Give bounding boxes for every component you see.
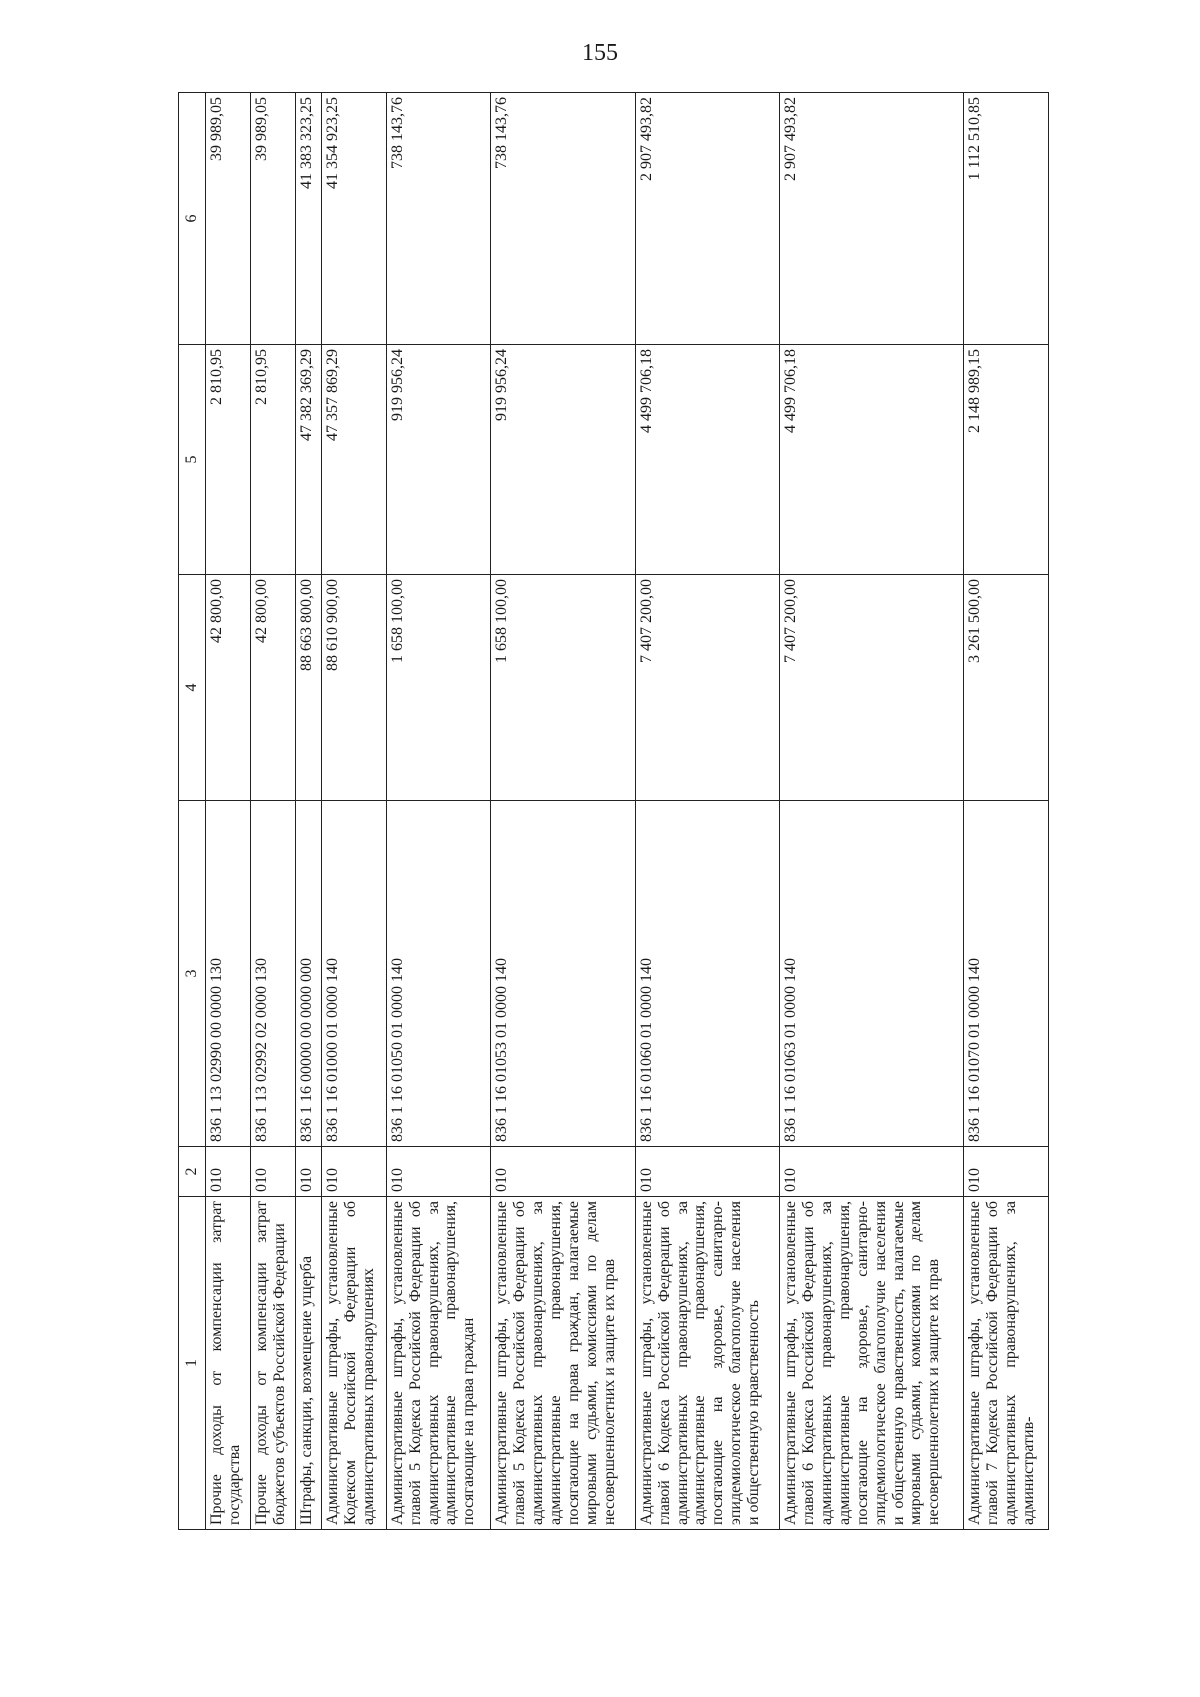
row-budget-code: 836 1 13 02992 02 0000 130 bbox=[251, 801, 296, 1147]
row-budget-code: 836 1 16 01050 01 0000 140 bbox=[386, 801, 491, 1147]
row-value-col5: 47 382 369,29 bbox=[296, 345, 321, 575]
row-value-col4: 3 261 500,00 bbox=[964, 575, 1049, 801]
row-value-col6: 738 143,76 bbox=[491, 93, 635, 345]
row-budget-code: 836 1 16 01053 01 0000 140 bbox=[491, 801, 635, 1147]
table-row bbox=[964, 93, 1049, 1530]
row-value-col5: 2 148 989,15 bbox=[964, 345, 1049, 575]
row-line-code: 010 bbox=[780, 1147, 964, 1197]
column-header: 4 bbox=[179, 575, 206, 801]
table-row bbox=[321, 93, 386, 1530]
row-description: Прочие доходы от компенсации затрат государства bbox=[206, 1197, 251, 1530]
column-header: 2 bbox=[179, 1147, 206, 1197]
row-budget-code: 836 1 16 01000 01 0000 140 bbox=[321, 801, 386, 1147]
row-value-col6: 41 354 923,25 bbox=[321, 93, 386, 345]
table-row bbox=[635, 93, 779, 1530]
row-value-col5: 2 810,95 bbox=[206, 345, 251, 575]
row-value-col4: 7 407 200,00 bbox=[635, 575, 779, 801]
row-value-col4: 1 658 100,00 bbox=[491, 575, 635, 801]
row-value-col6: 1 112 510,85 bbox=[964, 93, 1049, 345]
table-row bbox=[780, 93, 964, 1530]
header-row bbox=[179, 93, 206, 1530]
row-value-col4: 42 800,00 bbox=[251, 575, 296, 801]
row-value-col6: 2 907 493,82 bbox=[780, 93, 964, 345]
row-value-col5: 4 499 706,18 bbox=[780, 345, 964, 575]
row-value-col5: 919 956,24 bbox=[386, 345, 491, 575]
column-header: 6 bbox=[179, 93, 206, 345]
row-value-col6: 39 989,05 bbox=[206, 93, 251, 345]
row-line-code: 010 bbox=[296, 1147, 321, 1197]
row-value-col5: 4 499 706,18 bbox=[635, 345, 779, 575]
row-line-code: 010 bbox=[251, 1147, 296, 1197]
row-line-code: 010 bbox=[206, 1147, 251, 1197]
table-row bbox=[491, 93, 635, 1530]
row-description: Штрафы, санкции, возмещение ущерба bbox=[296, 1197, 321, 1530]
row-value-col4: 88 610 900,00 bbox=[321, 575, 386, 801]
row-value-col6: 738 143,76 bbox=[386, 93, 491, 345]
report-table bbox=[178, 92, 1049, 1530]
row-budget-code: 836 1 16 01070 01 0000 140 bbox=[964, 801, 1049, 1147]
row-description: Прочие доходы от компенсации затрат бюджетов субъектов Российской Федерации bbox=[251, 1197, 296, 1530]
table-row bbox=[386, 93, 491, 1530]
row-value-col5: 919 956,24 bbox=[491, 345, 635, 575]
row-value-col4: 42 800,00 bbox=[206, 575, 251, 801]
row-value-col6: 39 989,05 bbox=[251, 93, 296, 345]
row-description: Административные штрафы, установленные главой 5 Кодекса Российской Федерации об административных правонарушениях, за административные правонарушения, посягающие на права граждан bbox=[386, 1197, 491, 1530]
row-value-col4: 88 663 800,00 bbox=[296, 575, 321, 801]
row-description: Административные штрафы, установленные главой 7 Кодекса Российской Федерации об административных правонарушениях, за административ- bbox=[964, 1197, 1049, 1530]
report-table-rotated bbox=[178, 93, 1049, 1530]
row-value-col5: 2 810,95 bbox=[251, 345, 296, 575]
row-description: Административные штрафы, установленные главой 6 Кодекса Российской Федерации об административных правонарушениях, за административные правонарушения, посягающие на здоровье, санитарно-эпидемиологическое благополучие населения и общественную нравственность, налагаемые мировыми судьями, комиссиями по делам несовершеннолетних и защите их прав bbox=[780, 1197, 964, 1530]
row-value-col6: 41 383 323,25 bbox=[296, 93, 321, 345]
row-line-code: 010 bbox=[964, 1147, 1049, 1197]
row-line-code: 010 bbox=[321, 1147, 386, 1197]
table-row bbox=[251, 93, 296, 1530]
table-row bbox=[296, 93, 321, 1530]
row-value-col4: 1 658 100,00 bbox=[386, 575, 491, 801]
table-row bbox=[206, 93, 251, 1530]
row-description: Административные штрафы, установленные главой 6 Кодекса Российской Федерации об административных правонарушениях, за административные правонарушения, посягающие на здоровье, санитарно-эпидемиологическое благополучие населения и общественную нравственность bbox=[635, 1197, 779, 1530]
row-value-col5: 47 357 869,29 bbox=[321, 345, 386, 575]
column-header: 1 bbox=[179, 1197, 206, 1530]
column-header: 5 bbox=[179, 345, 206, 575]
row-value-col6: 2 907 493,82 bbox=[635, 93, 779, 345]
row-description: Административные штрафы, установленные главой 5 Кодекса Российской Федерации об административных правонарушениях, за административные правонарушения, посягающие на права граждан, налагаемые мировыми судьями, комиссиями по делам несовершеннолетних и защите их прав bbox=[491, 1197, 635, 1530]
row-budget-code: 836 1 16 00000 00 0000 000 bbox=[296, 801, 321, 1147]
row-description: Административные штрафы, установленные Кодексом Российской Федерации об административных правонарушениях bbox=[321, 1197, 386, 1530]
row-budget-code: 836 1 16 01063 01 0000 140 bbox=[780, 801, 964, 1147]
page-number: 155 bbox=[582, 40, 618, 66]
row-budget-code: 836 1 16 01060 01 0000 140 bbox=[635, 801, 779, 1147]
column-header: 3 bbox=[179, 801, 206, 1147]
row-value-col4: 7 407 200,00 bbox=[780, 575, 964, 801]
row-line-code: 010 bbox=[635, 1147, 779, 1197]
row-line-code: 010 bbox=[386, 1147, 491, 1197]
row-budget-code: 836 1 13 02990 00 0000 130 bbox=[206, 801, 251, 1147]
row-line-code: 010 bbox=[491, 1147, 635, 1197]
